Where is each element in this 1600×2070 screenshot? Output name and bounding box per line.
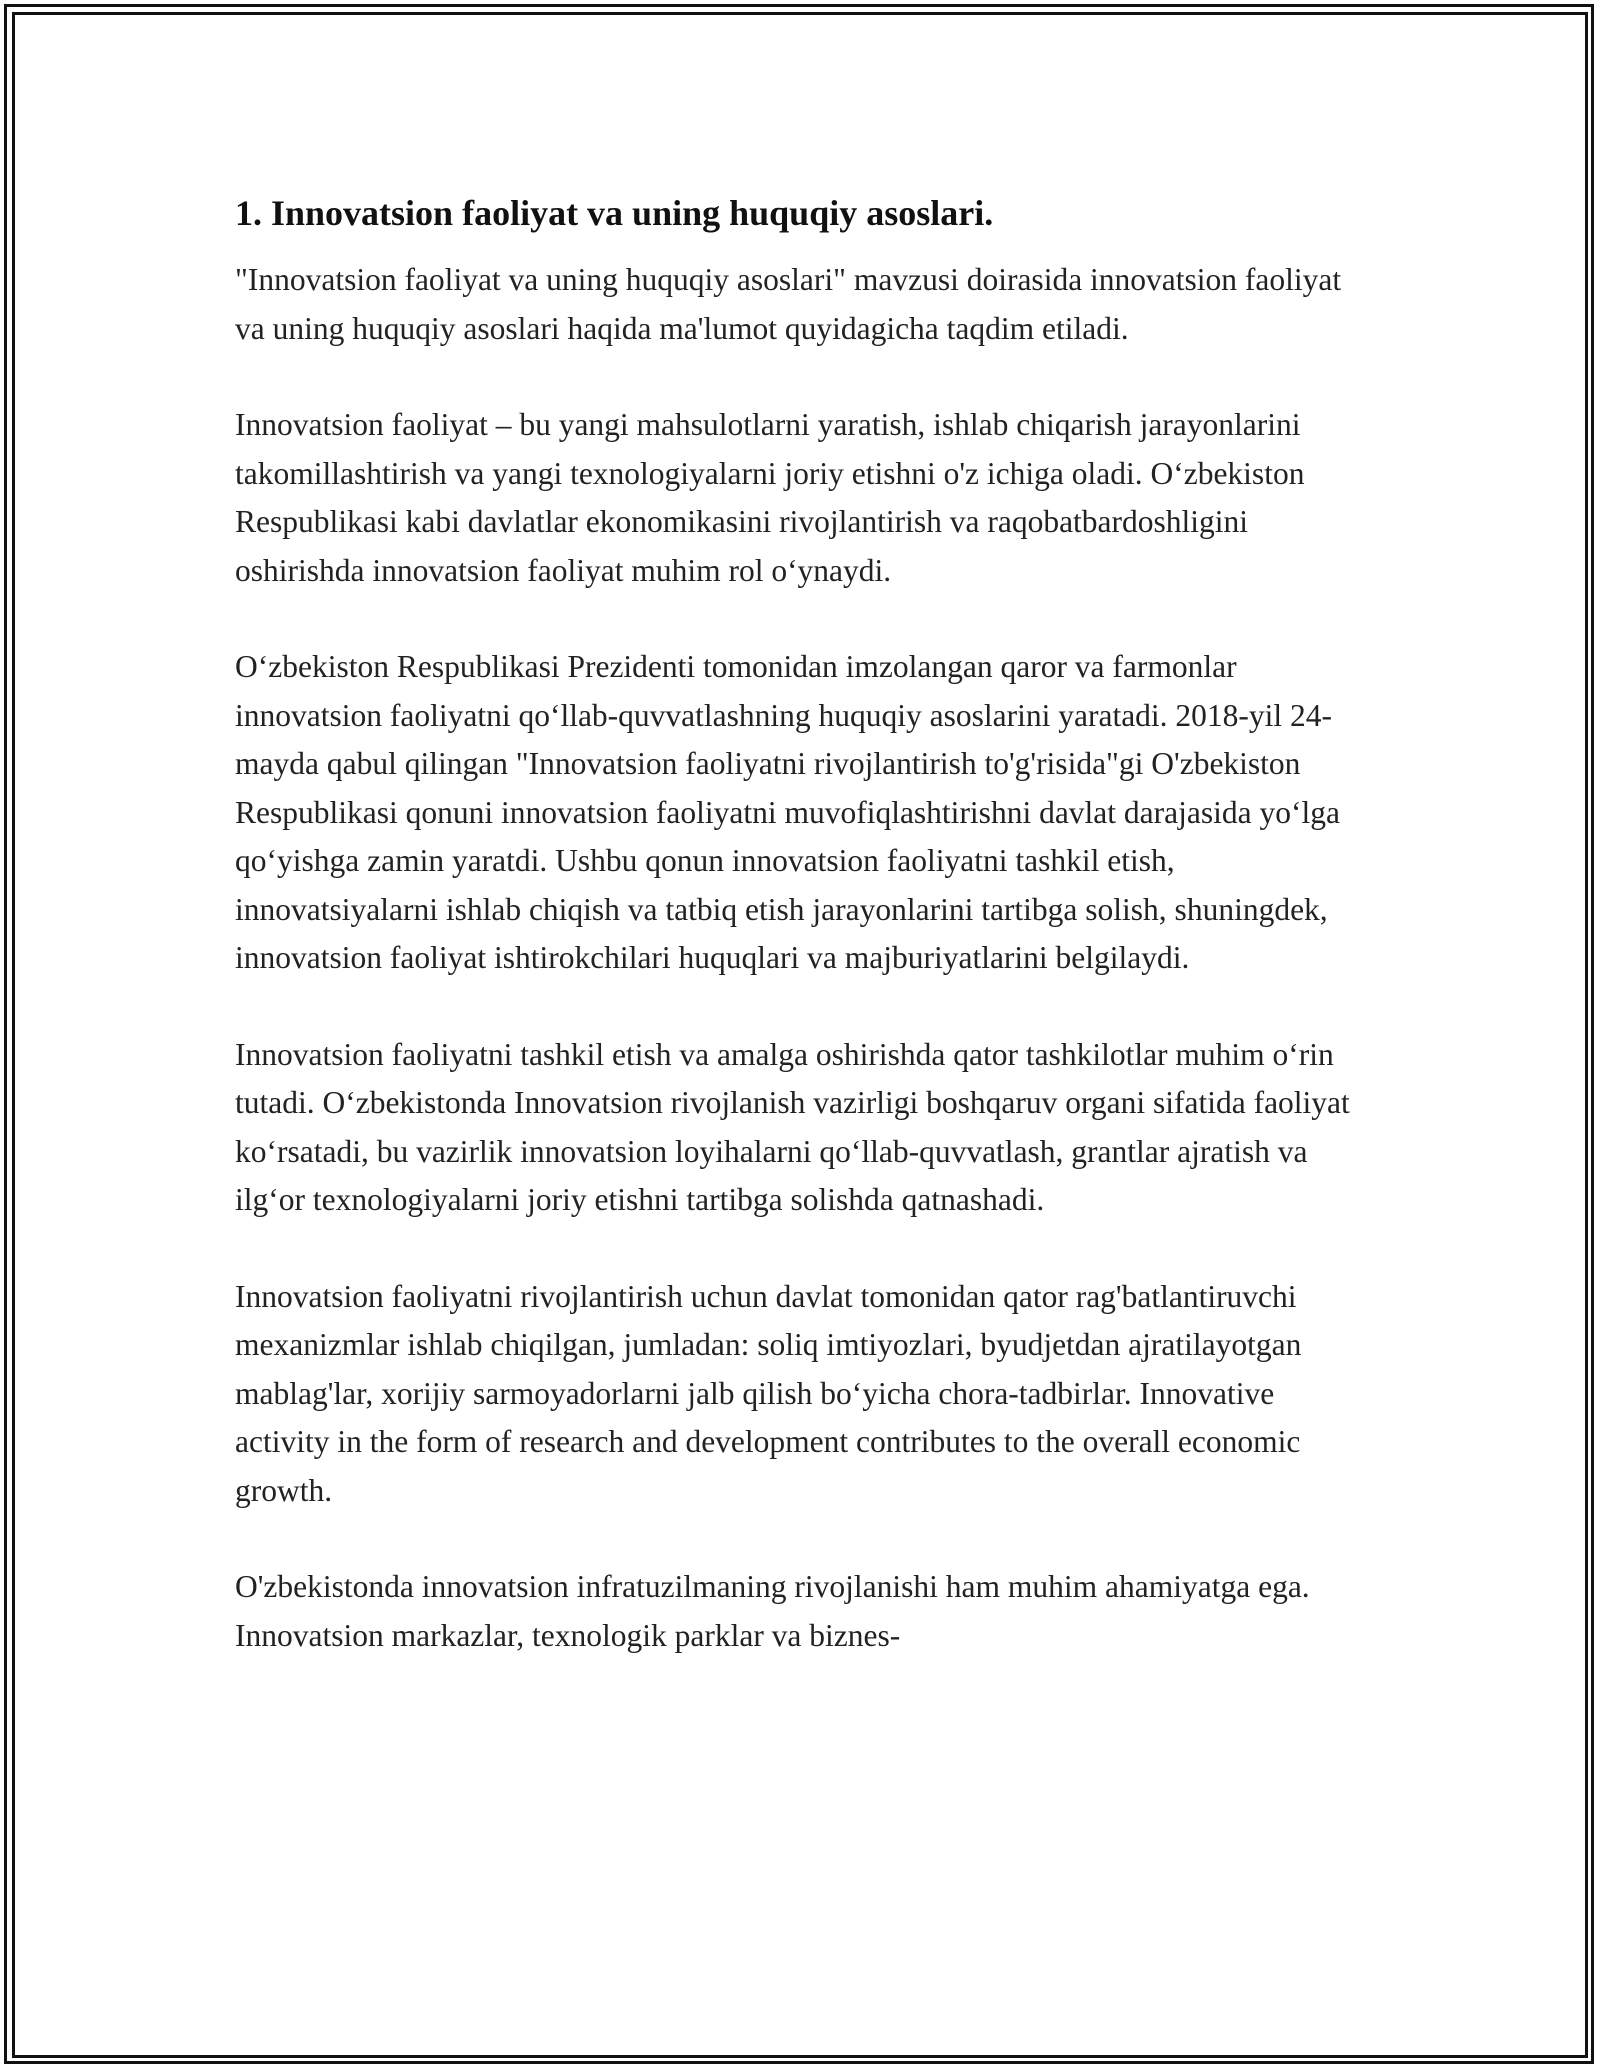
paragraph-legal-basis: O‘zbekiston Respublikasi Prezidenti tomonidan imzolangan qaror va farmonlar innovatsion faoliyatni qo‘llab-quvvatlashning huquqiy asoslarini yaratadi. 2018-yil 24-mayda qabul qilingan "Innovatsion faoliyatni rivojlantirish to'g'risida"gi O'zbekiston Respublikasi qonuni innovatsion faoliyatni muvofiqlashtirishni davlat darajasida yo‘lga qo‘yishga zamin yaratdi. Ushbu qonun innovatsion faoliyatni tashkil etish, innovatsiyalarni ishlab chiqish va tatbiq etish jarayonlarini tartibga solish, shuningdek, innovatsion faoliyat ishtirokchilari huquqlari va majburiyatlarini belgilaydi. — [235, 649, 1340, 975]
paragraph-intro: "Innovatsion faoliyat va uning huquqiy asoslari" mavzusi doirasida innovatsion faoliyat va uning huquqiy asoslari haqida ma'lumot quyidagicha taqdim etiladi. — [235, 262, 1342, 346]
paragraph-incentives: Innovatsion faoliyatni rivojlantirish uchun davlat tomonidan qator rag'batlantiruvchi mexanizmlar ishlab chiqilgan, jumladan: soliq imtiyozlari, byudjetdan ajratilayotgan mablag'lar, xorijiy sarmoyadorlarni jalb qilish bo‘yicha chora-tadbirlar. Innovative activity in the form of research and development contributes to the overall economic growth. — [235, 1278, 1302, 1508]
document-title: 1. Innovatsion faoliyat va uning huquqiy asoslari. — [235, 193, 994, 233]
paragraph-infrastructure: O'zbekistonda innovatsion infratuzilmaning rivojlanishi ham muhim ahamiyatga ega. Innovatsion markazlar, texnologik parklar va biznes- — [235, 1569, 1310, 1653]
paragraph-definition: Innovatsion faoliyat – bu yangi mahsulotlarni yaratish, ishlab chiqarish jarayonlarini takomillashtirish va yangi texnologiyalarni joriy etishni o'z ichiga oladi. O‘zbekiston Respublikasi kabi davlatlar ekonomikasini rivojlantirish va raqobatbardoshligini oshirishda innovatsion faoliyat muhim rol o‘ynaydi. — [235, 407, 1305, 588]
paragraph-organizations: Innovatsion faoliyatni tashkil etish va amalga oshirishda qator tashkilotlar muhim o‘rin tutadi. O‘zbekistonda Innovatsion rivojlanish vazirligi boshqaruv organi sifatida faoliyat ko‘rsatadi, bu vazirlik innovatsion loyihalarni qo‘llab-quvvatlash, grantlar ajratish va ilg‘or texnologiyalarni joriy etishni tartibga solishda qatnashadi. — [235, 1036, 1350, 1217]
document-body — [235, 190, 1370, 1708]
